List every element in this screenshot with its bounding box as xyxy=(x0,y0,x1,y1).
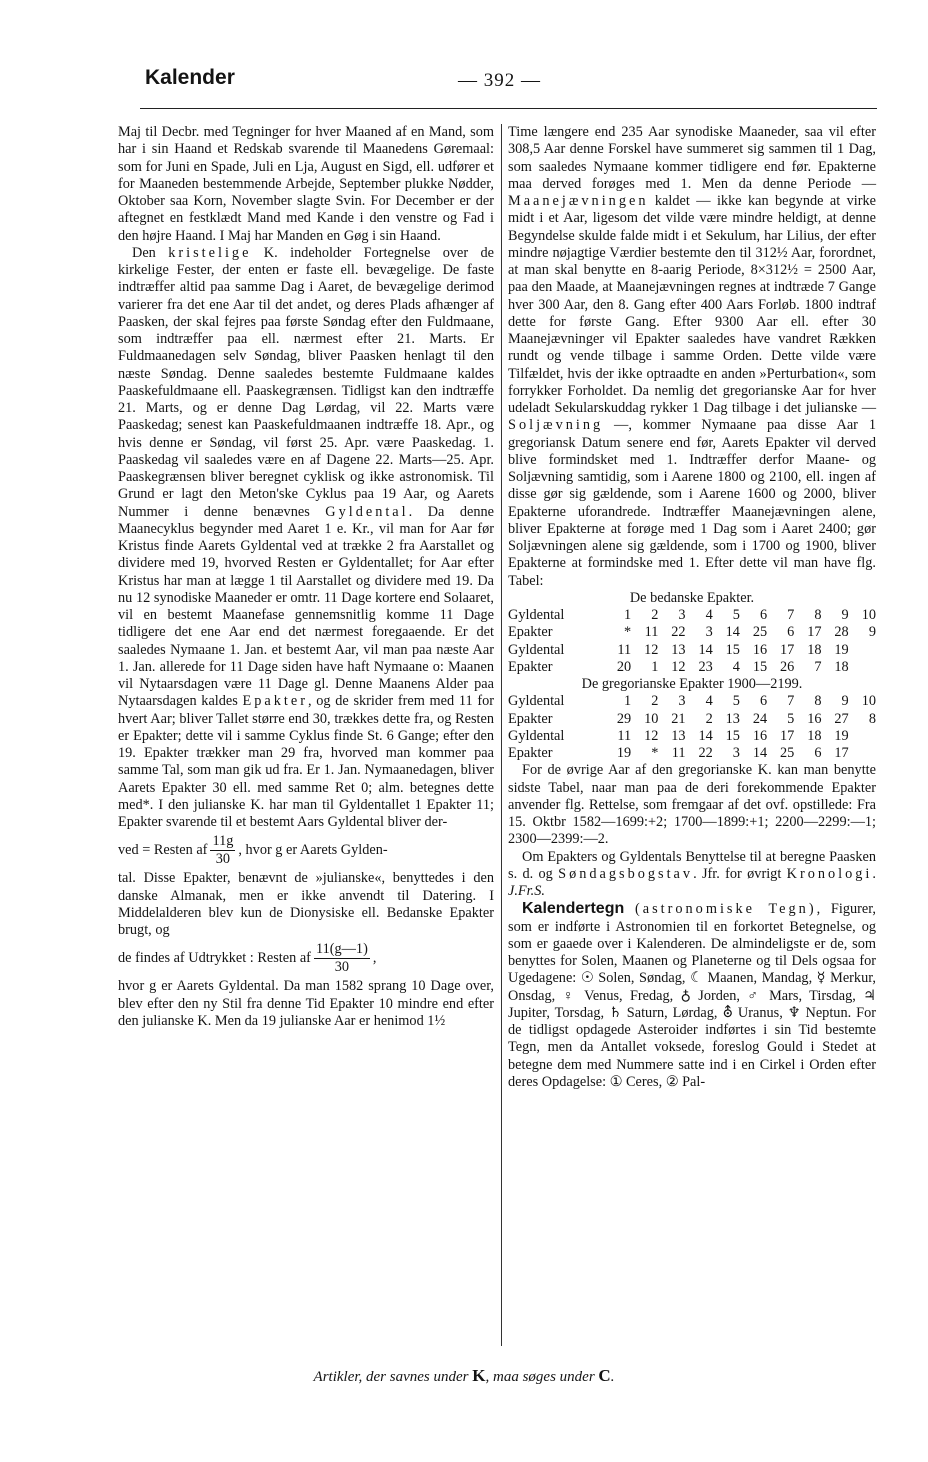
table-cell: 4 xyxy=(705,693,713,710)
table-cell: 4 xyxy=(732,658,740,675)
entry-headword: Kalendertegn xyxy=(522,900,625,918)
table-row xyxy=(508,693,876,710)
table-cell: * xyxy=(624,624,632,641)
spaced-keyword: (astronomiske Tegn) xyxy=(634,901,817,918)
table-cell: 22 xyxy=(671,624,686,641)
page-header-title: Kalender xyxy=(145,66,235,89)
table-cell: 14 xyxy=(725,624,740,641)
fraction: $\frac{11(g—1)}{30}$ xyxy=(315,941,368,976)
table-row xyxy=(508,642,876,659)
page-number: — 392 — xyxy=(458,70,541,91)
table-cell: 6 xyxy=(759,607,768,623)
table-cell: 6 xyxy=(814,745,822,761)
table-cell: 18 xyxy=(834,658,849,675)
table-cell: 9 xyxy=(841,607,849,623)
table-cell xyxy=(849,642,876,659)
right-column xyxy=(508,124,876,1091)
spaced-keyword: Kronologi xyxy=(786,865,873,882)
table-cell: 24 xyxy=(752,710,768,727)
table-cell: 19 xyxy=(616,745,632,761)
table-row xyxy=(508,624,876,641)
table-cell: 6 xyxy=(759,693,768,710)
row-label: Epakter xyxy=(508,710,553,727)
paragraph: Den kristelige K. indeholder Fortegnelse over de kirkelige Fester, der enten er faste ell. bevægelige. De faste indtræffer altid paa samme Dag i Aaret, de bevægelige derimod varierer fra det ene Aar til det andet, og deres Plads afhænger af Paasken, der skal fejres paa første Søndag efter den Fuldmaane, som indtræffer paa ell. nærmest efter 21. Marts. Er Fuldmaanedagen selv Søndag, bliver Paasken henlagt til den næste Søndag. Denne saaledes bestemte Fuldmaane kaldes Paaskefuldmaane ell. Paaskegrænsen. Tidligst kan den indtræffe 21. Marts, og er denne Dag Lørdag, vil 22. Marts være Paaskedag; senest kan Paaskefuldmaanen indtræffe 18. Apr., og hvis denne er Søndag, vil først 25. Apr. være Paaskedag. 1. Paaskedag vil saaledes være en af Dagene 22. Marts—25. Apr. Paaskegrænsen bliver beregnet cyklisk og ikke astronomisk. Til Grund er lagt den Meton'ske Cyklus paa 19 Aar, og Aarets Nummer i denne benævnes Gyldental. Da denne Maanecyklus begynder med Aaret 1 e. Kr., vil man for Aar før Kristus finde Aarets Gyldental ved at trække 2 fra Aarstallet og dividere med 19, hvorved Resten er Gyldentallet; for Aar efter Kristus har man at lægge 1 til Aarstallet og dividere med 19. Da nu 12 synodiske Maaneder er omtr. 11 Dage kortere end Solaaret, vil en bestemt Maanefase gennemsnitlig komme 11 Dage tidligere det ene Aar end det nærmest foregaaende. Er det saaledes Nymaane 1. Jan. et bestemt Aar, vil man paa næste Aar 1. Jan. allerede for 11 Dage siden have haft Nymaane o: Maanen vil Nytaarsdagen være 11 Dage gl. Denne Maanens Alder paa Nytaarsdagen kaldes Epakter, og de skrider frem med 11 for hvert Aar; bliver Tallet større end 30, trækkes dette fra, og Resten er Epakter; dette vil i samme Cyklus finde St. 6 Gange; efter den 19. Epakter trækker man 29 fra, hvorved man kommer paa samme Tal, som man gik ud fra. Er 1. Jan. Nymaanedagen, bliver Aarets Epakter 30 ell. med samme Ret 0; alm. betegnes dette med*. I den julianske K. har man til Gyldentallet 1 Epakter 11; Epakter svarende til et bestemt Aars Gyldental bliver der- xyxy=(118,244,494,830)
fraction: $\frac{11g}{30}$ xyxy=(212,833,234,868)
table-cell: 25 xyxy=(752,624,768,641)
table-cell: 6 xyxy=(787,624,795,641)
spaced-keyword: Gyldental xyxy=(325,503,409,520)
table-cell: 19 xyxy=(834,641,849,658)
table-cell: 16 xyxy=(807,710,822,727)
row-label: Epakter xyxy=(508,658,553,675)
table-cell: 12 xyxy=(671,658,686,675)
table-cell: 20 xyxy=(616,658,632,675)
table-cell: 19 xyxy=(834,727,849,744)
table-cell: 23 xyxy=(698,658,713,675)
formula: de findes af Udtrykket : Resten af $\frac{11(g—1)}{30}$ , xyxy=(118,941,377,976)
table-cell: 27 xyxy=(834,710,849,727)
table-row xyxy=(508,711,876,728)
table-cell: 3 xyxy=(678,607,686,623)
table-cell: 17 xyxy=(807,624,822,641)
paragraph: Kalendertegn (astronomiske Tegn), Figurer, som er indførte i Astronomien til en forkortet Betegnelse, og som er gaaede over i Kalenderen. De almindeligste er de, som benyttes for Solen, Maanen og Planeterne og til Dels ogsaa for Ugedagene: ☉ Solen, Søndag, ☾ Maanen, Mandag, ☿ Merkur, Onsdag, ♀ Venus, Fredag, ♁ Jorden, ♂ Mars, Tirsdag, ♃ Jupiter, Torsdag, ♄ Saturn, Lørdag, ⛢ Uranus, ♆ Neptun. For de tidligst opdagede Asteroider indførtes i sin Tid bestemte Tegn, men da Antallet voksede, foreslog Gould i Stedet at betegne dem med Nummere satte ind i en Cirkel i Orden efter deres Opdagelse: ① Ceres, ② Pal- xyxy=(508,900,876,1090)
row-label: Gyldental xyxy=(508,641,565,658)
page-footer: Artikler, der savnes under K, maa søges under C. xyxy=(313,1366,615,1385)
table-cell: 17 xyxy=(834,745,849,761)
spaced-keyword: kristelige xyxy=(168,244,252,261)
table-cell: 8 xyxy=(814,693,822,710)
table-cell: 29 xyxy=(616,710,632,727)
row-label: Gyldental xyxy=(508,607,565,623)
table-row xyxy=(508,745,876,762)
row-label: Epakter xyxy=(508,745,553,761)
table-cell: 8 xyxy=(868,710,876,727)
table-cell: * xyxy=(651,745,659,761)
table-cell: 12 xyxy=(644,641,659,658)
table-cell: 5 xyxy=(732,607,740,623)
table-cell: 21 xyxy=(671,710,686,727)
header-rule xyxy=(140,108,877,109)
table-row xyxy=(508,728,876,745)
column-divider xyxy=(501,124,502,1346)
row-label: Gyldental xyxy=(508,727,565,744)
table-cell: 12 xyxy=(644,727,659,744)
table-cell: 16 xyxy=(752,727,768,744)
table-cell: 11 xyxy=(671,745,686,761)
table-cell: 7 xyxy=(787,693,795,710)
table-cell: 11 xyxy=(617,727,632,744)
spaced-keyword: Soljævning xyxy=(508,417,604,434)
table-cell: 15 xyxy=(752,658,768,675)
spaced-keyword: Maanejævningen xyxy=(508,193,649,209)
paragraph: hvor g er Aarets Gyldental. Da man 1582 sprang 10 Dage over, blev efter den ny Stil fra denne Tid Epakter 10 mindre end efter den julianske K. Men da 19 julianske Aar er henimod 1½ xyxy=(118,978,494,1029)
paragraph: Om Epakters og Gyldentals Benyttelse til at beregne Paasken s. d. og Søndagsbogstav. Jfr. for øvrigt Kronologi. J.Fr.S. xyxy=(508,848,876,899)
table-cell: 22 xyxy=(698,745,713,761)
table-cell: 2 xyxy=(651,693,659,710)
table-row xyxy=(508,607,876,624)
table-cell: 14 xyxy=(698,727,713,744)
table-cell: 28 xyxy=(834,624,849,641)
table-cell: 10 xyxy=(644,710,659,727)
table-cell: 1 xyxy=(651,658,659,675)
table-cell: 11 xyxy=(617,641,632,658)
table-cell: 9 xyxy=(868,624,876,641)
table-cell: 14 xyxy=(752,745,768,761)
table-title: De bedanske Epakter. xyxy=(629,589,755,606)
table-cell: 1 xyxy=(624,693,632,710)
table-cell: 8 xyxy=(814,607,822,623)
table-cell: 5 xyxy=(787,710,795,727)
signature: J.Fr.S. xyxy=(508,883,545,899)
table-cell: 10 xyxy=(861,693,876,710)
row-label: Gyldental xyxy=(508,693,565,710)
table-cell xyxy=(849,745,876,762)
formula: ved = Resten af $\frac{11g}{30}$ , hvor g er Aarets Gylden- xyxy=(118,833,388,868)
paragraph: tal. Disse Epakter, benævnt de »julianske«, benyttedes i den danske Almanak, men er ikke anvendt til Datering. I Middelalderen blev kun de Dionysiske ell. Bedanske Epakter brugt, og xyxy=(118,870,494,938)
table-cell: 3 xyxy=(705,624,713,641)
table-cell: 14 xyxy=(698,641,713,658)
table-cell: 3 xyxy=(678,693,686,710)
table-title: De gregorianske Epakter 1900—2199. xyxy=(581,676,803,692)
table-cell: 2 xyxy=(651,607,659,623)
table-cell: 26 xyxy=(780,658,795,675)
table-cell: 2 xyxy=(705,710,713,727)
table-cell: 16 xyxy=(752,641,768,658)
table-cell: 7 xyxy=(787,607,795,623)
table-cell: 13 xyxy=(671,641,686,658)
paragraph: Maj til Decbr. med Tegninger for hver Maaned af en Mand, som har i sin Haand et Redskab svarende til Maanedens Gøremaal: som for Juni en Spade, Juli en Lja, August en Sigd, ell. udfører et for Maaneden bestemmende Arbejde, September plukke Nødder, Oktober saa Korn, November slagte Svin. For December er der aftegnet en festklædt Mand med Kande i den venstre og Fad i den højre Haand. I Maj har Manden en Gøg i sin Haand. xyxy=(118,124,494,244)
left-column xyxy=(118,124,494,1030)
paragraph: Time længere end 235 Aar synodiske Maaneder, saa vil efter 308,5 Aar denne Forskel have summeret sig sammen til 1 Dag, som saaledes Nymaane kommer tidligere end før. Epakterne maa derved forøges med 1. Men da denne Periode —Maanejævningen kaldet — ikke kan begynde at virke midt i et Aar, ligesom det vilde være mindre heldigt, at denne Begyndelse skulde falde midt i et Sekulum, har Lilius, der efter mindre nøjagtige Værdier bestemte den til 312½ Aar, forordnet, at man skal benytte en 8-aarig Periode, 8×312½ = 2500 Aar, paa den Maade, at Maanejævningen regnes at indtræde 7 Gange hver 300 Aar, den 8. Gang efter 400 Aars Forløb. 1800 indtraf dette for første Gang. Efter 9300 Aar ell. efter 30 Maanejævninger vil Epakter saaledes have vandret Rækken rundt og vende tilbage i samme Orden. Dette vilde være Tilfældet, hvis der ikke optraadte en anden »Perturbation«, som forrykker Forholdet. Da nemlig det gregorianske Aar for hver udeladt Sekularskuddag rykker 1 Dag tilbage i det julianske — Soljævning —, kommer Nymaane paa disse Aar 1 gregoriansk Datum senere end før, Aarets Epakter vil derved blive formindsket med 1. Indtræffer derfor Maane- og Soljævning samtidig, som i Aarene 1800 og 2100, ell. ingen af disse gør sig gældende, som i Aarene 1600 og 2000, bliver Epakterne uforandrede. Indtræffer Maanejævningen alene, bliver Epakterne at forøge med 1 Dag som i Aaret 2400; gør Soljævningen alene sig gældende, som i 1700 og 1900, bliver Epakterne at formindske med 1. Efter dette vil man have flg. Tabel: xyxy=(508,124,876,589)
spaced-keyword: Epakter xyxy=(242,693,308,710)
table-cell: 18 xyxy=(807,727,822,744)
table-cell: 18 xyxy=(807,641,822,658)
table-cell: 25 xyxy=(780,745,795,761)
table-cell: 15 xyxy=(725,727,740,744)
epakter-table xyxy=(508,693,876,762)
table-cell: 1 xyxy=(624,607,632,623)
table-cell: 11 xyxy=(644,624,659,641)
row-label: Epakter xyxy=(508,624,553,641)
table-cell: 17 xyxy=(780,727,795,744)
table-cell: 13 xyxy=(671,727,686,744)
table-cell: 5 xyxy=(732,693,740,710)
table-cell: 10 xyxy=(861,607,876,623)
table-cell: 17 xyxy=(780,641,795,658)
table-cell: 7 xyxy=(814,658,822,675)
table-cell: 9 xyxy=(841,693,849,710)
table-cell: 4 xyxy=(705,607,713,623)
table-row xyxy=(508,659,876,676)
epakter-table xyxy=(508,607,876,676)
table-cell xyxy=(849,728,876,745)
table-cell: 15 xyxy=(725,641,740,658)
spaced-keyword: Søndagsbogstav xyxy=(558,865,694,882)
paragraph: For de øvrige Aar af den gregorianske K. kan man benytte sidste Tabel, naar man paa de deri forekommende Epakter anvender flg. Rettelse, som fremgaar af det ovf. opstillede: Fra 15. Oktbr 1582—1699:+2; 1700—1899:+1; 2200—2299:—1; 2300—2399:—2. xyxy=(508,762,876,848)
table-cell: 3 xyxy=(732,745,740,761)
table-cell xyxy=(849,659,876,676)
table-cell: 13 xyxy=(725,710,740,727)
